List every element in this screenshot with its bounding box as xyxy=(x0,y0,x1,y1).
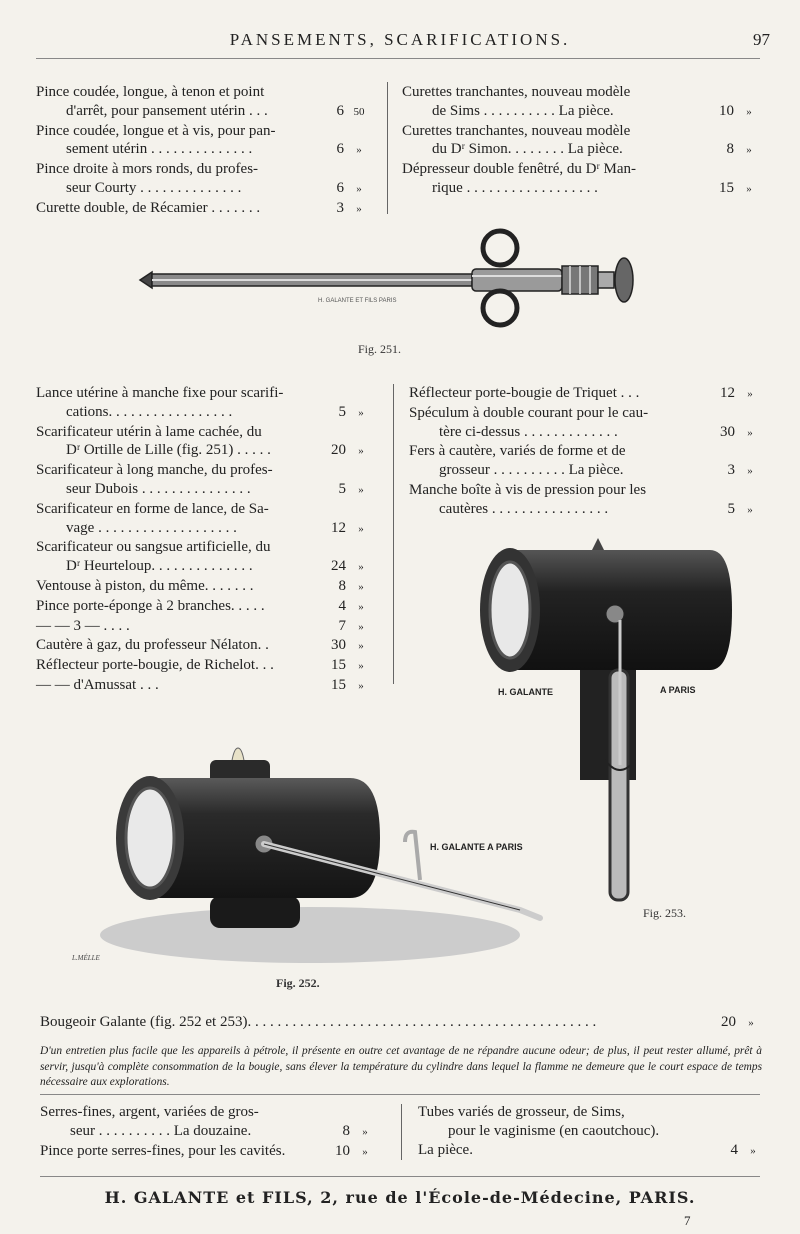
fig252-maker-mark: H. GALANTE A PARIS xyxy=(430,842,523,852)
entry-cents: » xyxy=(358,679,364,692)
entry-cents: » xyxy=(750,1144,756,1157)
entry-price: 15 xyxy=(719,179,734,196)
entry-text: sement utérin . . . . . . . . . . . . . . xyxy=(66,141,253,158)
price-entry xyxy=(402,83,764,122)
price-entry xyxy=(36,500,376,539)
entry-text: cations. . . . . . . . . . . . . . . . . xyxy=(66,403,233,420)
price-entry xyxy=(36,83,374,122)
entry-description: Lance utérine à manche fixe pour scarifi- xyxy=(36,385,284,401)
entry-price: 6 xyxy=(336,141,344,158)
price-entry xyxy=(409,481,765,520)
footer-rule xyxy=(40,1176,760,1177)
price-entry xyxy=(409,442,765,481)
price-entry xyxy=(36,656,376,676)
entry-cents: » xyxy=(358,445,364,458)
page-number: 97 xyxy=(753,30,770,49)
entry-description: Scarificateur à long manche, du profes- xyxy=(36,462,273,479)
price-entry xyxy=(40,1103,380,1142)
fig252-candle-reflector-illustration xyxy=(72,700,560,980)
entry-cents: » xyxy=(746,182,752,195)
fig252-engraver-signature: L.MÉLLE xyxy=(72,954,100,962)
entry-cents: » xyxy=(358,561,364,574)
column-divider xyxy=(401,1104,402,1160)
entry-cents: » xyxy=(747,465,753,478)
entry-cents: » xyxy=(358,483,364,496)
entry-cents: » xyxy=(358,406,364,419)
entry-cents: » xyxy=(358,580,364,593)
entry-cents: » xyxy=(358,640,364,653)
entry-price: 3 xyxy=(727,462,735,479)
entry-cents: » xyxy=(358,522,364,535)
entry-description: Curettes tranchantes, nouveau modèle xyxy=(402,122,631,139)
entry-price: 12 xyxy=(331,519,346,536)
price-entry xyxy=(36,676,376,696)
entry-cents: » xyxy=(746,105,752,118)
entry-description: Manche boîte à vis de pression pour les xyxy=(409,481,647,498)
entry-price: 8 xyxy=(338,577,346,594)
entry-text: Dʳ Ortille de Lille (fig. 251) . . . . . xyxy=(66,442,271,459)
entry-text: Curette double, de Récamier . . . . . . . xyxy=(36,199,261,216)
entry-description: Scarificateur utérin à lame cachée, du xyxy=(36,423,262,440)
bougeoir-description: D'un entretien plus facile que les appareils à pétrole, il présente en outre cet avantage de ne répandre aucune odeur; de plus, il peut rester allumé, prêt à servir, jusqu'à complète consommation de la bougie, sans élever la température du cylindre dans lequel la flamme ne demeure que le court espace de temps nécessaire aux explorations. xyxy=(40,1045,762,1089)
entry-cents: » xyxy=(362,1145,368,1158)
section-rule xyxy=(40,1094,760,1095)
fig251-caption: Fig. 251. xyxy=(358,342,402,356)
price-entry xyxy=(409,404,765,443)
sheet-number: 7 xyxy=(684,1213,691,1228)
price-entry xyxy=(402,160,764,199)
entry-text: vage . . . . . . . . . . . . . . . . . . . xyxy=(66,519,237,536)
price-entry xyxy=(418,1103,768,1141)
bougeoir-cents: » xyxy=(748,1017,754,1029)
entry-cents: » xyxy=(747,388,753,400)
entry-text: seur Courty . . . . . . . . . . . . . . xyxy=(66,179,242,196)
entry-text: — — 3 — . . . . xyxy=(36,617,130,634)
entry-price: 5 xyxy=(338,480,346,497)
entry-price: 24 xyxy=(331,558,346,575)
price-entry xyxy=(36,538,376,577)
fig253-mark-right: A PARIS xyxy=(660,685,696,695)
entry-price: 7 xyxy=(338,617,346,634)
entry-text: seur . . . . . . . . . . La douzaine. xyxy=(70,1122,252,1139)
entry-text: Dʳ Heurteloup. . . . . . . . . . . . . . xyxy=(66,558,253,575)
fig251-scarificator-illustration xyxy=(0,222,800,362)
bougeoir-price: 20 xyxy=(721,1014,736,1030)
entry-price: 4 xyxy=(338,597,346,614)
entry-description: Pince droite à mors ronds, du profes- xyxy=(36,161,259,178)
entry-description: Tubes variés de grosseur, de Sims, xyxy=(418,1104,625,1120)
entry-price: 30 xyxy=(720,423,735,440)
entry-description: Scarificateur ou sangsue artificielle, du xyxy=(36,539,271,556)
bougeoir-label: Bougeoir Galante (fig. 252 et 253). . . . . . . . . . . . . . . . . . . . . . . . . . . . . . . . . . . . . . . . . . . . . . . xyxy=(40,1014,597,1030)
page-title: PANSEMENTS, SCARIFICATIONS. xyxy=(229,30,571,49)
price-entry xyxy=(36,384,376,423)
entry-text: Réflecteur porte-bougie, de Richelot. . . xyxy=(36,657,274,674)
price-entry xyxy=(36,423,376,462)
entry-cents: » xyxy=(358,660,364,673)
fig253-mark-left: H. GALANTE xyxy=(498,687,553,697)
price-entry xyxy=(36,461,376,500)
column-divider xyxy=(393,384,394,684)
price-entry xyxy=(36,577,376,597)
publisher-footer: H. GALANTE et FILS, 2, rue de l'École-de-Médecine, PARIS. xyxy=(104,1188,696,1207)
entry-description: Curettes tranchantes, nouveau modèle xyxy=(402,84,631,100)
price-entry xyxy=(418,1141,768,1161)
entry-text: Cautère à gaz, du professeur Nélaton. . xyxy=(36,637,269,654)
entry-text: pour le vaginisme (en caoutchouc). xyxy=(448,1122,660,1139)
entry-price: 6 xyxy=(336,102,344,119)
entry-price: 12 xyxy=(720,385,735,401)
entry-description: Serres-fines, argent, variées de gros- xyxy=(40,1104,259,1120)
price-entry xyxy=(36,617,376,637)
entry-text: cautères . . . . . . . . . . . . . . . . xyxy=(439,500,609,517)
middle-right-column xyxy=(409,384,765,520)
header-rule xyxy=(36,58,760,59)
entry-text: Pince porte serres-fines, pour les cavités. xyxy=(40,1142,286,1159)
entry-description: Dépresseur double fenêtré, du Dʳ Man- xyxy=(402,161,637,178)
entry-text: de Sims . . . . . . . . . . La pièce. xyxy=(432,102,614,119)
entry-cents: » xyxy=(747,503,753,516)
entry-description: Pince coudée, longue et à vis, pour pan- xyxy=(36,122,276,139)
entry-description: Scarificateur en forme de lance, de Sa- xyxy=(36,500,269,517)
entry-price: 30 xyxy=(331,637,346,654)
entry-text: — — d'Amussat . . . xyxy=(36,676,159,693)
entry-description: Pince coudée, longue, à tenon et point xyxy=(36,84,265,100)
entry-description: Spéculum à double courant pour le cau- xyxy=(409,404,649,421)
fig251-maker-mark: H. GALANTE ET FILS PARIS xyxy=(318,298,397,304)
price-entry xyxy=(36,199,374,219)
entry-price: 10 xyxy=(719,102,734,119)
entry-price: 8 xyxy=(342,1122,350,1139)
price-entry xyxy=(36,636,376,656)
entry-text: Réflecteur porte-bougie de Triquet . . . xyxy=(409,385,640,401)
entry-text: du Dʳ Simon. . . . . . . . La pièce. xyxy=(432,141,623,158)
entry-text: La pièce. xyxy=(418,1141,473,1158)
entry-price: 5 xyxy=(727,500,735,517)
price-entry xyxy=(36,122,374,161)
entry-cents: » xyxy=(356,144,362,157)
entry-price: 3 xyxy=(336,199,344,216)
top-right-column xyxy=(402,83,764,199)
entry-cents: » xyxy=(746,144,752,157)
entry-price: 10 xyxy=(335,1142,350,1159)
top-left-column xyxy=(36,83,374,219)
entry-price: 15 xyxy=(331,657,346,674)
entry-text: d'arrêt, pour pansement utérin . . . xyxy=(66,102,268,119)
entry-cents: » xyxy=(747,426,753,439)
entry-price: 15 xyxy=(331,676,346,693)
price-entry xyxy=(36,160,374,199)
entry-text: Ventouse à piston, du même. . . . . . . xyxy=(36,577,254,594)
entry-price: 6 xyxy=(336,179,344,196)
entry-cents: 50 xyxy=(353,105,365,118)
entry-text: rique . . . . . . . . . . . . . . . . . . xyxy=(432,179,598,196)
middle-left-column xyxy=(36,384,376,696)
entry-price: 20 xyxy=(331,442,346,459)
entry-text: grosseur . . . . . . . . . . La pièce. xyxy=(439,462,624,479)
entry-text: seur Dubois . . . . . . . . . . . . . . . xyxy=(66,480,251,497)
entry-price: 5 xyxy=(338,403,346,420)
bougeoir-entry xyxy=(40,1014,766,1031)
entry-text: Pince porte-éponge à 2 branches. . . . . xyxy=(36,597,265,614)
page-header xyxy=(0,26,800,56)
entry-cents: » xyxy=(358,600,364,613)
entry-cents: » xyxy=(356,182,362,195)
column-divider xyxy=(387,82,388,214)
entry-text: tère ci-dessus . . . . . . . . . . . . . xyxy=(439,423,618,440)
entry-cents: » xyxy=(358,620,364,633)
bottom-left-column xyxy=(40,1103,380,1161)
price-entry xyxy=(36,597,376,617)
entry-description: Fers à cautère, variés de forme et de xyxy=(409,443,626,460)
fig253-caption: Fig. 253. xyxy=(643,906,687,920)
entry-cents: » xyxy=(356,202,362,215)
price-entry xyxy=(409,384,765,404)
fig252-caption: Fig. 252. xyxy=(276,976,320,990)
price-entry xyxy=(402,122,764,161)
bottom-right-column xyxy=(418,1103,768,1160)
entry-cents: » xyxy=(362,1125,368,1138)
entry-price: 4 xyxy=(730,1141,738,1158)
price-entry xyxy=(40,1142,380,1162)
entry-price: 8 xyxy=(726,141,734,158)
